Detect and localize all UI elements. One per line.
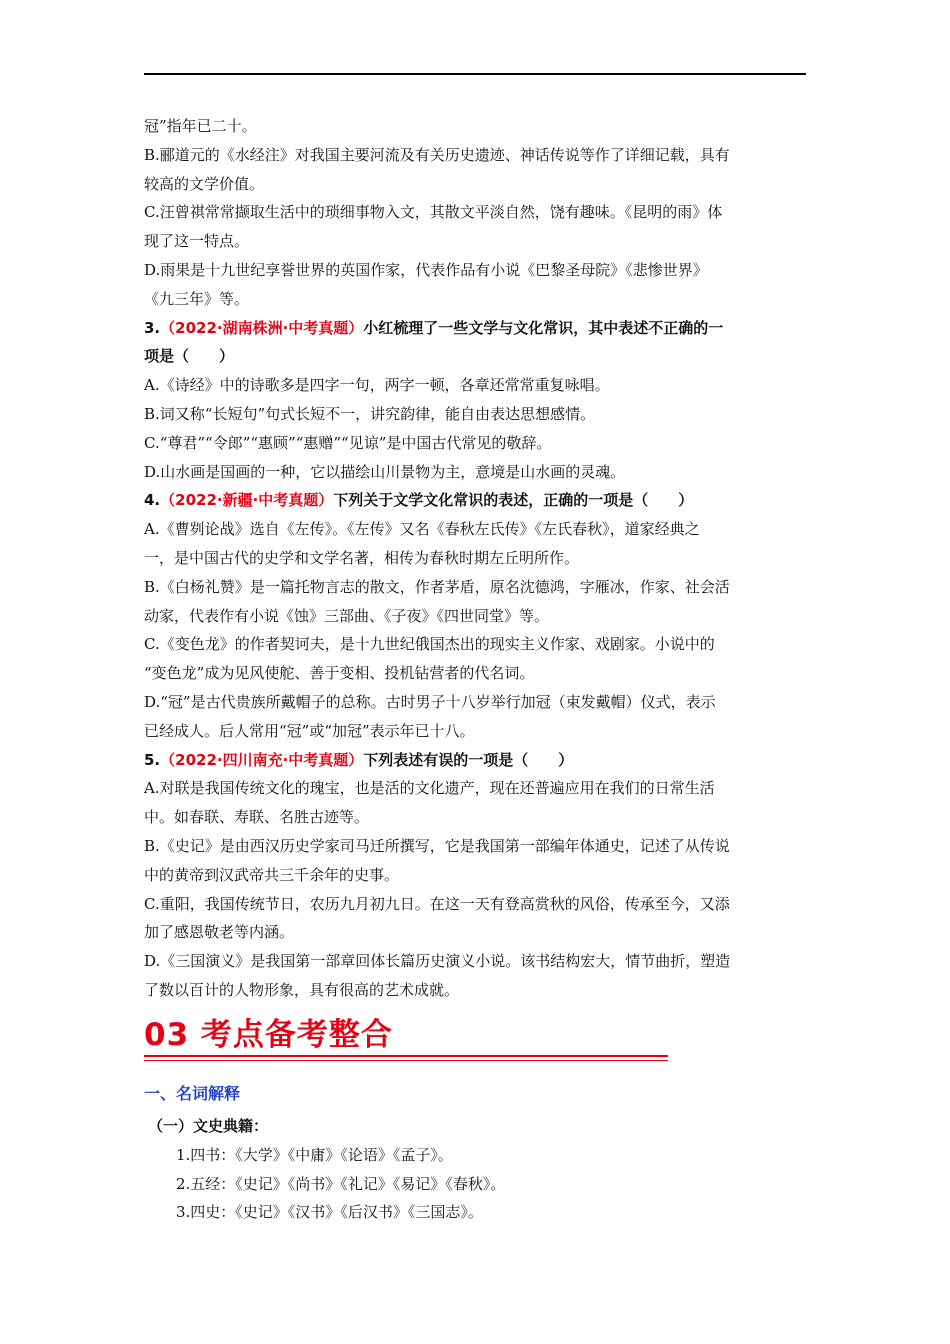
section-title-underline: [144, 1055, 668, 1057]
question-source: （2022·新疆·中考真题）: [160, 491, 334, 510]
question-number: 3.: [144, 318, 161, 337]
text-line: 《九三年》等。: [144, 289, 250, 308]
option-c: C.汪曾祺常常撷取生活中的琐细事物入文，其散文平淡自然，饶有趣味。《昆明的雨》体: [144, 203, 723, 222]
question-4: [144, 486, 806, 745]
text-line: 加了感恩敬老等内涵。: [144, 923, 295, 942]
option-b: B.《白杨礼赞》是一篇托物言志的散文，作者茅盾，原名沈德鸿，字雁冰，作家、社会活: [144, 577, 730, 596]
section-subheading: （一）文史典籍：: [148, 1116, 269, 1135]
document-body: [144, 112, 806, 1227]
section-title: [144, 1015, 806, 1063]
option-a: A.《诗经》中的诗歌多是四字一句，两字一顿，各章还常常重复咏唱。: [144, 376, 610, 395]
question-text: 下列表述有误的一项是（ ）: [363, 750, 574, 769]
text-line: 中的黄帝到汉武帝共三千余年的史事。: [144, 865, 400, 884]
question-stem: [144, 486, 806, 515]
question-source: （2022·湖南株洲·中考真题）: [160, 318, 364, 337]
text-line: 动家，代表作有小说《蚀》三部曲、《子夜》《四世同堂》等。: [144, 606, 550, 625]
text-line: 了数以百计的人物形象，具有很高的艺术成就。: [144, 980, 460, 999]
option-b: B.郦道元的《水经注》对我国主要河流及有关历史遗迹、神话传说等作了详细记载，具有: [144, 145, 730, 164]
option-d: D.雨果是十九世纪享誉世界的英国作家，代表作品有小说《巴黎圣母院》《悲惨世界》: [144, 260, 708, 279]
option-b: B.《史记》是由西汉历史学家司马迁所撰写，它是我国第一部编年体通史，记述了从传说: [144, 836, 730, 855]
option-b: B.词又称“长短句”句式长短不一，讲究韵律，能自由表达思想感情。: [144, 404, 596, 423]
question-text: 下列关于文学文化常识的表述，正确的一项是（ ）: [333, 491, 694, 510]
option-a: A.《曹刿论战》选自《左传》。《左传》又名《春秋左氏传》《左氏春秋》，道家经典之: [144, 520, 700, 539]
question-number: 5.: [144, 750, 161, 769]
option-c: C.“尊君”“令郎”“惠顾”“惠赠”“见谅”是中国古代常见的敬辞。: [144, 433, 552, 452]
option-d: D.山水画是国画的一种，它以描绘山川景物为主，意境是山水画的灵魂。: [144, 462, 626, 481]
header-rule: [144, 73, 806, 75]
list-item: 2.五经：《史记》《尚书》《礼记》《易记》《春秋》。: [176, 1174, 506, 1193]
option-c: C.《变色龙》的作者契诃夫，是十九世纪俄国杰出的现实主义作家、戏剧家。小说中的: [144, 635, 715, 654]
text-line: 一，是中国古代的史学和文学名著，相传为春秋时期左丘明所作。: [144, 548, 580, 567]
question-stem: [144, 314, 806, 343]
question-source: （2022·四川南充·中考真题）: [160, 750, 364, 769]
text-line: 冠”指年已二十。: [144, 117, 257, 135]
text-line: 较高的文学价值。: [144, 174, 265, 193]
option-d: D.《三国演义》是我国第一部章回体长篇历史演义小说。该书结构宏大，情节曲折，塑造: [144, 952, 731, 971]
question-text: 小红梳理了一些文学与文化常识，其中表述不正确的一: [363, 318, 724, 337]
question-3: [144, 314, 806, 487]
question-5: [144, 746, 806, 1005]
text-line: 已经成人。后人常用“冠”或“加冠”表示年已十八。: [144, 721, 475, 740]
text-line: 现了这一特点。: [144, 232, 250, 251]
list-item: 1.四书：《大学》《中庸》《论语》《孟子》。: [176, 1145, 453, 1164]
option-a: A.对联是我国传统文化的瑰宝，也是活的文化遗产，现在还普遍应用在我们的日常生活: [144, 779, 715, 798]
text-line: 中。如春联、寿联、名胜古迹等。: [144, 808, 370, 827]
option-d: D.“冠”是古代贵族所戴帽子的总称。古时男子十八岁举行加冠（束发戴帽）仪式，表示: [144, 692, 716, 711]
question-stem-cont: 项是（ ）: [144, 347, 235, 366]
question-stem: [144, 746, 806, 775]
option-c: C.重阳，我国传统节日，农历九月初九日。在这一天有登高赏秋的风俗，传承至今，又添: [144, 894, 730, 913]
section-title-text: 03 考点备考整合: [144, 1016, 393, 1053]
question-2-tail: [144, 112, 806, 314]
section-heading: 一、名词解释: [144, 1083, 241, 1103]
list-item: 3.四史：《史记》《汉书》《后汉书》《三国志》。: [176, 1203, 483, 1222]
text-line: “变色龙”成为见风使舵、善于变相、投机钻营者的代名词。: [144, 664, 535, 683]
section-title-underline-thin: [144, 1060, 668, 1061]
question-number: 4.: [144, 491, 161, 510]
